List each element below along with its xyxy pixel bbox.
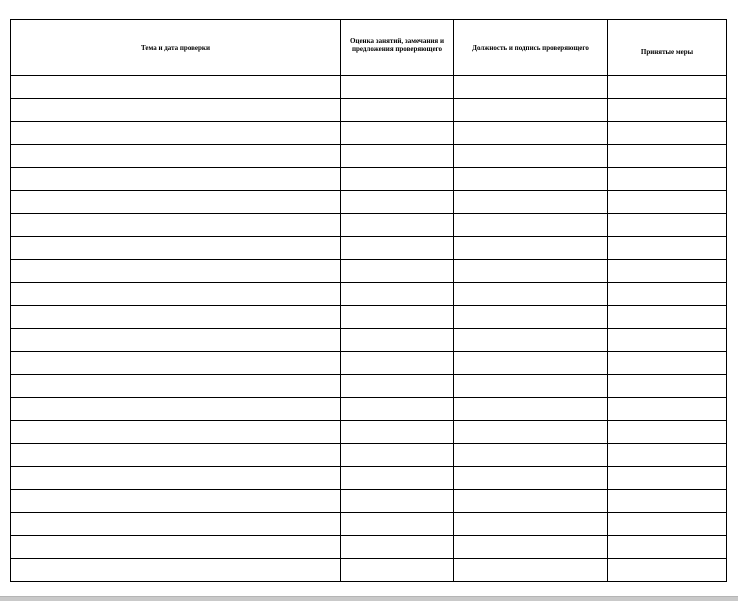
cell-inspector-signature [454, 122, 608, 145]
table-row [11, 352, 727, 375]
table-row [11, 214, 727, 237]
table-row [11, 99, 727, 122]
table-row [11, 237, 727, 260]
cell-evaluation [341, 444, 454, 467]
cell-topic-date [11, 398, 341, 421]
cell-measures-taken [608, 168, 727, 191]
cell-inspector-signature [454, 168, 608, 191]
cell-measures-taken [608, 76, 727, 99]
cell-inspector-signature [454, 260, 608, 283]
cell-evaluation [341, 237, 454, 260]
cell-measures-taken [608, 306, 727, 329]
table-row [11, 329, 727, 352]
cell-inspector-signature [454, 237, 608, 260]
cell-evaluation [341, 352, 454, 375]
header-evaluation [341, 20, 454, 76]
cell-topic-date [11, 168, 341, 191]
cell-measures-taken [608, 444, 727, 467]
cell-evaluation [341, 329, 454, 352]
table-row [11, 168, 727, 191]
table-row [11, 375, 727, 398]
cell-evaluation [341, 490, 454, 513]
cell-inspector-signature [454, 306, 608, 329]
cell-evaluation [341, 398, 454, 421]
cell-topic-date [11, 490, 341, 513]
cell-topic-date [11, 513, 341, 536]
cell-measures-taken [608, 352, 727, 375]
table-header-row [11, 20, 727, 76]
table-row [11, 513, 727, 536]
cell-inspector-signature [454, 191, 608, 214]
cell-inspector-signature [454, 513, 608, 536]
cell-measures-taken [608, 467, 727, 490]
cell-topic-date [11, 536, 341, 559]
cell-inspector-signature [454, 490, 608, 513]
cell-evaluation [341, 467, 454, 490]
cell-topic-date [11, 99, 341, 122]
cell-inspector-signature [454, 375, 608, 398]
cell-topic-date [11, 191, 341, 214]
cell-topic-date [11, 145, 341, 168]
header-topic-date-text: Тема и дата проверки [141, 43, 210, 52]
cell-topic-date [11, 375, 341, 398]
cell-measures-taken [608, 122, 727, 145]
cell-topic-date [11, 329, 341, 352]
table-row [11, 559, 727, 582]
header-evaluation-text: Оценка занятий, замечания и предложения проверяющего [349, 36, 445, 53]
cell-measures-taken [608, 559, 727, 582]
header-topic-date [11, 20, 341, 76]
cell-measures-taken [608, 214, 727, 237]
cell-evaluation [341, 536, 454, 559]
cell-topic-date [11, 260, 341, 283]
cell-evaluation [341, 283, 454, 306]
cell-evaluation [341, 559, 454, 582]
cell-inspector-signature [454, 76, 608, 99]
table-body [11, 76, 727, 582]
cell-evaluation [341, 122, 454, 145]
cell-measures-taken [608, 375, 727, 398]
cell-inspector-signature [454, 145, 608, 168]
header-measures-taken [608, 20, 727, 76]
cell-inspector-signature [454, 559, 608, 582]
cell-evaluation [341, 145, 454, 168]
cell-topic-date [11, 122, 341, 145]
cell-topic-date [11, 352, 341, 375]
cell-inspector-signature [454, 329, 608, 352]
cell-measures-taken [608, 536, 727, 559]
table-row [11, 421, 727, 444]
table-row [11, 467, 727, 490]
cell-measures-taken [608, 237, 727, 260]
cell-measures-taken [608, 421, 727, 444]
cell-evaluation [341, 421, 454, 444]
cell-measures-taken [608, 283, 727, 306]
cell-inspector-signature [454, 398, 608, 421]
cell-inspector-signature [454, 421, 608, 444]
cell-evaluation [341, 214, 454, 237]
cell-evaluation [341, 260, 454, 283]
table-row [11, 398, 727, 421]
cell-evaluation [341, 191, 454, 214]
bottom-scrollbar-strip [0, 596, 738, 601]
table-row [11, 490, 727, 513]
table-row [11, 76, 727, 99]
cell-topic-date [11, 76, 341, 99]
inspection-log-table [10, 19, 727, 582]
table-row [11, 191, 727, 214]
cell-inspector-signature [454, 283, 608, 306]
cell-inspector-signature [454, 99, 608, 122]
document-page [10, 19, 726, 582]
cell-evaluation [341, 99, 454, 122]
cell-inspector-signature [454, 467, 608, 490]
header-measures-taken-text: Принятые меры [640, 47, 694, 56]
cell-topic-date [11, 559, 341, 582]
cell-inspector-signature [454, 536, 608, 559]
cell-measures-taken [608, 490, 727, 513]
table-row [11, 145, 727, 168]
cell-evaluation [341, 76, 454, 99]
header-inspector-signature-text: Должность и подпись проверяющего [472, 43, 589, 52]
cell-topic-date [11, 306, 341, 329]
cell-inspector-signature [454, 444, 608, 467]
cell-measures-taken [608, 329, 727, 352]
cell-evaluation [341, 375, 454, 398]
cell-topic-date [11, 467, 341, 490]
table-row [11, 260, 727, 283]
cell-inspector-signature [454, 352, 608, 375]
table-row [11, 536, 727, 559]
table-row [11, 444, 727, 467]
cell-measures-taken [608, 145, 727, 168]
cell-measures-taken [608, 513, 727, 536]
cell-topic-date [11, 237, 341, 260]
cell-topic-date [11, 444, 341, 467]
cell-topic-date [11, 214, 341, 237]
cell-evaluation [341, 306, 454, 329]
cell-topic-date [11, 283, 341, 306]
header-inspector-signature [454, 20, 608, 76]
cell-measures-taken [608, 260, 727, 283]
cell-measures-taken [608, 191, 727, 214]
cell-evaluation [341, 168, 454, 191]
cell-measures-taken [608, 99, 727, 122]
table-row [11, 122, 727, 145]
cell-evaluation [341, 513, 454, 536]
cell-inspector-signature [454, 214, 608, 237]
cell-topic-date [11, 421, 341, 444]
table-row [11, 283, 727, 306]
cell-measures-taken [608, 398, 727, 421]
table-row [11, 306, 727, 329]
